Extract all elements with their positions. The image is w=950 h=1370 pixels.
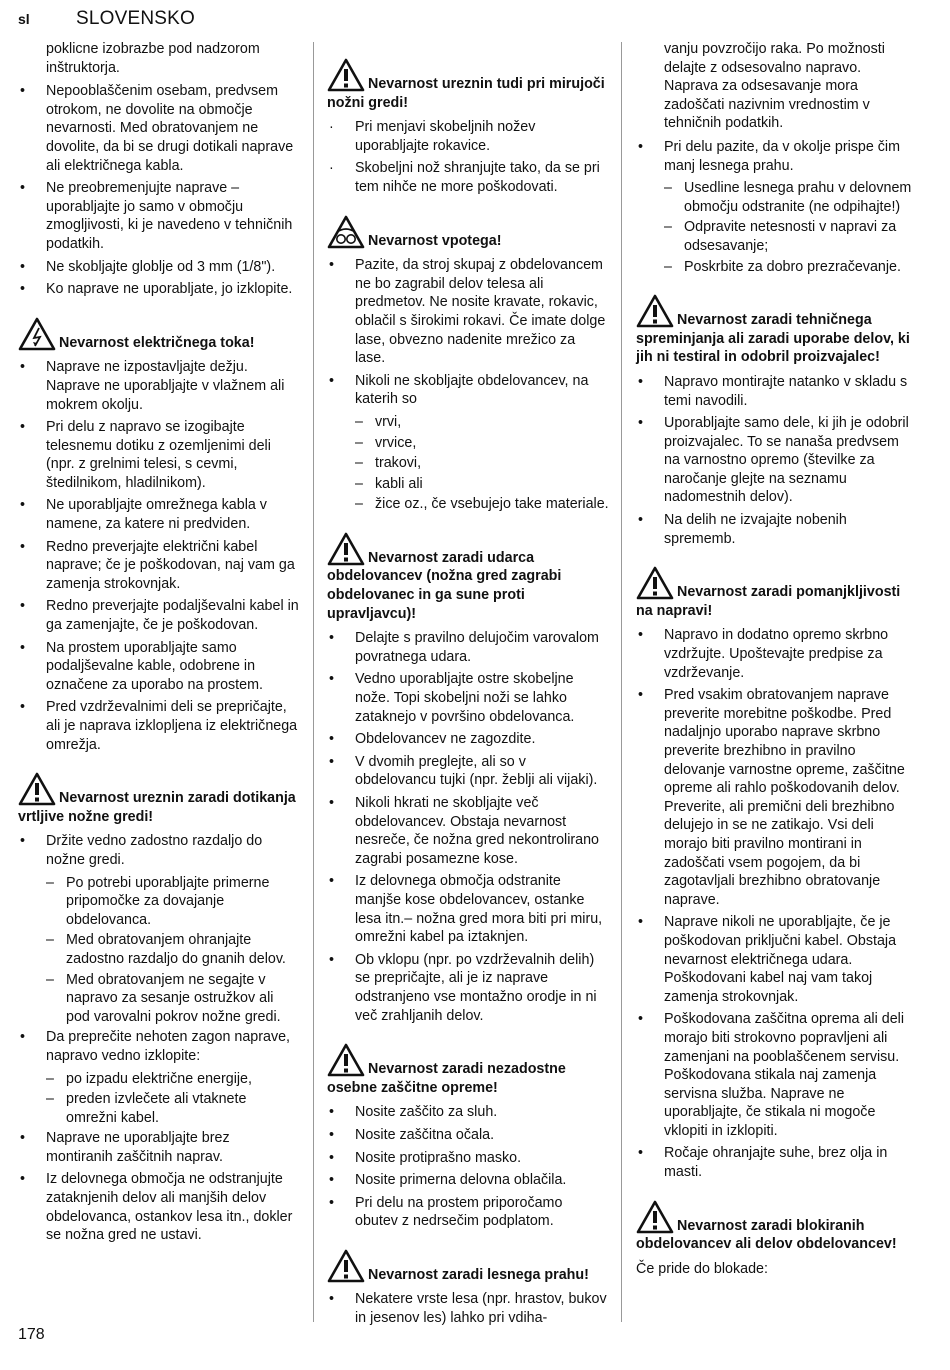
bullet-item [18, 639, 300, 695]
bullet-item [18, 82, 300, 175]
text-column-3 [636, 40, 916, 1283]
warning-triangle-icon [327, 550, 368, 566]
sub-item [327, 495, 609, 514]
bullet-item [636, 1144, 916, 1181]
language-code: sl [18, 11, 30, 27]
column-divider [313, 42, 314, 1322]
bullet-item [18, 538, 300, 594]
bullet-marker: • [638, 415, 644, 432]
sub-item-text: Poskrbite za dobro prezračevanje. [684, 258, 901, 275]
dash-marker: – [355, 496, 363, 513]
warning-heading-text: Nevarnost zaradi tehničnega spreminjanja ali zaradi uporabe delov, ki jih ni testiral in odobril proizvajalec! [636, 312, 910, 366]
paragraph-text: Če pride do blokade: [636, 1260, 768, 1277]
sub-item-text: Med obratovanjem ohranjajte zadostno razdaljo do gnanih delov. [66, 932, 286, 967]
warning-heading [327, 215, 609, 251]
warning-heading [327, 58, 609, 112]
bullet-item [327, 159, 609, 196]
bullet-item [636, 414, 916, 507]
sub-item-text: vrvice, [375, 434, 417, 451]
bullet-text: Pazite, da stroj skupaj z obdelovancem ne bo zagrabil delov telesa ali predmetov. Ne nosite kravate, rokavic, oblačil s širokimi rokavi. Če imate dolge lase, obvezno nadenite mrežico za lase. [355, 257, 606, 367]
sub-item [636, 218, 916, 255]
bullet-item [18, 832, 300, 869]
bullet-item [636, 913, 916, 1006]
warning-triangle-icon [327, 1267, 368, 1283]
bullet-item [327, 118, 609, 155]
warning-heading [18, 317, 300, 353]
bullet-text: Nosite primerna delovna oblačila. [355, 1172, 567, 1189]
dash-marker: – [46, 1070, 54, 1087]
sub-item-text: vrvi, [375, 413, 402, 430]
bullet-marker: • [329, 1291, 335, 1308]
bullet-item [327, 794, 609, 868]
warning-heading [327, 532, 609, 623]
paragraph-text: vanju povzročijo raka. Po možnosti delajte z odsesovalno napravo. Naprava za odsesavanje mora zadoščati nazivnim vrednostim v tehničnih podatkih. [664, 41, 885, 132]
bullet-item [636, 138, 916, 175]
warning-heading-text: Nevarnost zaradi blokiranih obdelovancev ali delov obdelovancev! [636, 1217, 897, 1253]
dash-marker: – [664, 258, 672, 275]
bullet-item [636, 1010, 916, 1140]
sub-item-text: Odpravite netesnosti v napravi za odsesavanje; [684, 219, 897, 254]
dash-marker: – [46, 874, 54, 891]
sub-item-text: kabli ali [375, 475, 423, 492]
sub-item [18, 931, 300, 968]
bullet-text: Nikoli hkrati ne skobljajte več obdelovancev. Obstaja nevarnost nesreče, če nožna gred nekontrolirano zagrabi posamezne kose. [355, 795, 599, 867]
warning-triangle-icon [636, 1218, 677, 1234]
bullet-text: Vedno uporabljajte ostre skobeljne nože. Topi skobeljni noži se lahko zataknejo v površino obdelovanca. [355, 671, 575, 725]
bullet-text: Naprave ne uporabljajte brez montiranih zaščitnih naprav. [46, 1130, 230, 1165]
bullet-text: Obdelovancev ne zagozdite. [355, 731, 536, 748]
bullet-marker: • [20, 1171, 26, 1188]
bullet-item [327, 256, 609, 368]
warning-triangle-icon [636, 584, 677, 600]
bullet-item [18, 698, 300, 754]
warning-heading-text: Nevarnost električnega toka! [59, 334, 255, 351]
warning-heading-text: Nevarnost ureznin zaradi dotikanja vrtljive nožne gredi! [18, 790, 296, 825]
section-title: SLOVENSKO [76, 8, 196, 29]
entanglement-hazard-icon [327, 233, 368, 249]
bullet-text: Pri menjavi skobeljnih nožev uporabljajte rokavice. [355, 119, 536, 154]
dash-marker: – [355, 475, 363, 492]
sub-item [18, 1090, 300, 1127]
bullet-text: Delajte s pravilno delujočim varovalom povratnega udara. [355, 630, 599, 665]
bullet-text: Nekatere vrste lesa (npr. hrastov, bukov in jesenov les) lahko pri vdiha- [355, 1291, 607, 1327]
sub-item [18, 971, 300, 1027]
text-column-1 [18, 40, 300, 1249]
bullet-text: Pred vsakim obratovanjem naprave preverite morebitne poškodbe. Pred nadaljnjo uporabo naprave skrbno preverite brezhibno in pravilno delovanje varnostne opreme, zaščitne opreme ali rahlo poškodovanih delov. Preverite, ali premični deli brezhibno delujejo in se ne zatikajo. Vsi deli morajo biti pravilno montirani in zadoščati vsem pogojem, da bi zagotavljali brezhibno obratovanje naprave. [664, 687, 905, 908]
bullet-marker: • [638, 138, 644, 155]
bullet-item [18, 597, 300, 634]
sub-item [636, 179, 916, 216]
bullet-text: Napravo in dodatno opremo skrbno vzdržujte. Upoštevajte predpise za vzdrževanje. [664, 627, 889, 681]
bullet-item [327, 753, 609, 790]
bullet-marker: • [20, 833, 26, 850]
warning-heading [636, 1200, 916, 1254]
bullet-item [327, 1126, 609, 1145]
bullet-text: Nosite protiprašno masko. [355, 1149, 522, 1166]
bullet-marker: • [638, 512, 644, 529]
paragraph-text: poklicne izobrazbe pod nadzorom inštruktorja. [46, 41, 260, 76]
warning-heading [327, 1249, 609, 1285]
bullet-item [327, 951, 609, 1025]
bullet-marker: • [20, 538, 26, 555]
warning-heading-text: Nevarnost ureznin tudi pri mirujoči nožni gredi! [327, 76, 605, 111]
bullet-text: Pred vzdrževalnimi deli se prepričajte, ali je naprava izklopljena iz električnega omrežja. [46, 699, 298, 753]
bullet-item [18, 1129, 300, 1166]
page-number: 178 [18, 1326, 45, 1343]
bullet-text: Držite vedno zadostno razdaljo do nožne gredi. [46, 833, 263, 868]
bullet-marker: • [20, 699, 26, 716]
bullet-item [327, 1149, 609, 1168]
bullet-marker: • [329, 1172, 335, 1189]
continued-text [18, 40, 300, 77]
warning-heading [636, 294, 916, 367]
bullet-marker: • [20, 83, 26, 100]
bullet-text: Ob vklopu (npr. po vzdrževalnih delih) se prepričajte, ali je iz naprave odstranjeno vse montažno orodje in ni več zrahljanih delov. [355, 951, 597, 1024]
bullet-marker: • [329, 671, 335, 688]
sub-item-text: trakovi, [375, 455, 422, 472]
text-column-2 [327, 40, 609, 1332]
bullet-text: Redno preverjajte električni kabel naprave; če je poškodovan, naj vam ga zamenja strokovnjak. [46, 538, 295, 592]
bullet-text: Pri delu z napravo se izogibajte telesnemu dotiku z ozemljenimi deli (npr. z grelnimi telesi, s cevmi, štedilnikom, hladilnikom). [46, 419, 271, 491]
sub-item [327, 475, 609, 494]
bullet-item [18, 1170, 300, 1244]
bullet-item [636, 511, 916, 548]
dash-marker: – [664, 180, 672, 197]
sub-item [327, 454, 609, 473]
sub-item [636, 258, 916, 277]
warning-triangle-icon [18, 790, 59, 806]
bullet-text: Naprave nikoli ne uporabljajte, če je poškodovan priključni kabel. Obstaja nevarnost električnega udara. Poškodovani kabel naj vam takoj zamenja strokovnjak. [664, 914, 897, 1005]
sub-item-text: Usedline lesnega prahu v delovnem območju odstranite (ne odpihajte!) [684, 180, 912, 215]
bullet-marker: • [20, 180, 26, 197]
bullet-marker: • [329, 1126, 335, 1143]
bullet-text: Iz delovnega območja ne odstranjujte zataknjenih delov ali manjših delov obdelovanca, ostankov lesa itn., dokler se nožna gred ne ustavi. [46, 1171, 293, 1244]
bullet-item [327, 1103, 609, 1122]
continued-text [636, 40, 916, 133]
dash-marker: – [46, 1091, 54, 1108]
paragraph [636, 1260, 916, 1279]
bullet-item [636, 626, 916, 682]
bullet-item [18, 258, 300, 277]
bullet-marker: • [20, 497, 26, 514]
bullet-text: Pri delu na prostem priporočamo obutev z nedrsečim podplatom. [355, 1194, 563, 1230]
warning-heading-text: Nevarnost zaradi udarca obdelovancev (nožna gred zagrabi obdelovanec in ga sune proti upravljavcu)! [327, 549, 562, 622]
bullet-marker: • [20, 1029, 26, 1046]
bullet-marker: • [329, 753, 335, 770]
bullet-text: V dvomih preglejte, ali so v obdelovancu tujki (npr. žeblji ali vijaki). [355, 753, 598, 789]
dash-marker: – [355, 455, 363, 472]
bullet-marker: · [329, 119, 334, 136]
warning-heading [636, 566, 916, 620]
electric-hazard-icon [18, 335, 59, 351]
bullet-item [327, 1194, 609, 1231]
bullet-item [636, 686, 916, 909]
bullet-text: Poškodovana zaščitna oprema ali deli morajo biti strokovno popravljeni ali zamenjani na pooblaščenem servisu. Poškodovana stikala naj zamenja servisna služba. Naprave ne uporabljajte, če stikala ni mogoče vklopiti in izklopiti. [664, 1011, 905, 1139]
bullet-item [327, 730, 609, 749]
warning-heading [18, 772, 300, 826]
bullet-text: Iz delovnega območja odstranite manjše kose obdelovancev, ostanke lesa itn.– nožna gred mora biti pri miru, omrežni kabel pa iztaknjen. [355, 873, 603, 946]
sub-item-text: žice oz., če vsebujejo take materiale. [375, 496, 609, 513]
bullet-marker: • [329, 873, 335, 890]
bullet-marker: • [638, 373, 644, 390]
bullet-item [327, 1290, 609, 1327]
bullet-marker: • [20, 281, 26, 298]
sub-item-text: Po potrebi uporabljajte primerne pripomočke za dovajanje obdelovanca. [66, 874, 270, 928]
bullet-marker: • [20, 419, 26, 436]
bullet-marker: • [329, 795, 335, 811]
bullet-marker: • [20, 598, 26, 615]
sub-item-text: preden izvlečete ali vtaknete omrežni kabel. [66, 1091, 247, 1126]
bullet-item [636, 373, 916, 410]
dash-marker: – [46, 971, 54, 988]
sub-item-text: Med obratovanjem ne segajte v napravo za sesanje ostružkov ali pod varovalni pokrov nožne gredi. [66, 971, 281, 1025]
bullet-item [18, 179, 300, 253]
warning-triangle-icon [636, 312, 677, 328]
bullet-marker: • [638, 914, 644, 931]
bullet-text: Na delih ne izvajajte nobenih sprememb. [664, 512, 847, 547]
warning-triangle-icon [327, 1061, 368, 1077]
bullet-text: Uporabljajte samo dele, ki jih je odobril proizvajalec. To se nanaša predvsem na varnostno opremo (številke za naročanje glejte na seznamu nadomestnih delov). [664, 415, 909, 506]
bullet-marker: • [329, 1149, 335, 1166]
sub-item-text: po izpadu električne energije, [66, 1070, 252, 1087]
bullet-text: Nosite zaščito za sluh. [355, 1104, 498, 1121]
dash-marker: – [355, 413, 363, 430]
bullet-text: Ne uporabljajte omrežnega kabla v namene, za katere ni predviden. [46, 497, 267, 533]
dash-marker: – [664, 219, 672, 236]
bullet-item [18, 280, 300, 299]
bullet-item [327, 670, 609, 726]
bullet-marker: • [20, 359, 26, 376]
dash-marker: – [46, 932, 54, 949]
bullet-marker: • [638, 1145, 644, 1162]
warning-heading-text: Nevarnost zaradi lesnega prahu! [368, 1266, 589, 1283]
bullet-marker: • [329, 257, 335, 274]
bullet-text: Ko naprave ne uporabljate, jo izklopite. [46, 281, 293, 298]
sub-item [327, 413, 609, 432]
bullet-text: Da preprečite nehoten zagon naprave, napravo vedno izklopite: [46, 1029, 291, 1064]
bullet-marker: · [329, 160, 334, 177]
bullet-marker: • [638, 627, 644, 644]
bullet-text: Ročaje ohranjajte suhe, brez olja in masti. [664, 1145, 888, 1181]
warning-heading-text: Nevarnost zaradi pomanjkljivosti na napravi! [636, 584, 901, 619]
sub-item [18, 874, 300, 930]
bullet-text: Naprave ne izpostavljajte dežju. Naprave ne uporabljajte v vlažnem ali mokrem okolju. [46, 359, 285, 413]
bullet-marker: • [329, 1104, 335, 1121]
bullet-marker: • [638, 687, 644, 704]
bullet-marker: • [20, 258, 26, 275]
bullet-text: Na prostem uporabljajte samo podaljševalne kable, odobrene in označene za uporabo na prostem. [46, 639, 263, 693]
bullet-text: Pri delu pazite, da v okolje prispe čim manj lesnega prahu. [664, 138, 901, 174]
bullet-text: Nosite zaščitna očala. [355, 1126, 495, 1143]
bullet-item [18, 358, 300, 414]
warning-heading [327, 1043, 609, 1097]
dash-marker: – [355, 434, 363, 451]
warning-triangle-icon [327, 76, 368, 92]
bullet-marker: • [638, 1011, 644, 1028]
bullet-item [327, 372, 609, 409]
bullet-item [327, 1171, 609, 1190]
bullet-item [18, 1028, 300, 1065]
bullet-text: Napravo montirajte natanko v skladu s temi navodili. [664, 373, 908, 409]
bullet-text: Ne preobremenjujte naprave – uporabljajte jo samo v območju zmogljivosti, ki je navedeno v tehničnih podatkih. [46, 180, 293, 252]
bullet-marker: • [329, 372, 335, 389]
bullet-marker: • [329, 951, 335, 968]
bullet-text: Redno preverjajte podaljševalni kabel in ga zamenjajte, če je poškodovan. [46, 598, 299, 634]
sub-item [327, 434, 609, 453]
bullet-item [18, 496, 300, 533]
warning-heading-text: Nevarnost zaradi nezadostne osebne zaščitne opreme! [327, 1061, 566, 1096]
bullet-text: Nepooblaščenim osebam, predvsem otrokom, ne dovolite na območje nevarnosti. Med obratovanjem ne dovolite, da bi se drugi dotikali naprave ali električnega kabla. [46, 83, 294, 174]
bullet-text: Nikoli ne skobljajte obdelovancev, na katerih so [355, 372, 589, 408]
bullet-marker: • [329, 1194, 335, 1211]
column-divider [621, 42, 622, 1322]
bullet-marker: • [20, 639, 26, 656]
bullet-item [327, 872, 609, 946]
bullet-marker: • [20, 1130, 26, 1147]
warning-heading-text: Nevarnost vpotega! [368, 232, 502, 249]
sub-item [18, 1070, 300, 1089]
bullet-text: Skobeljni nož shranjujte tako, da se pri tem nihče ne more poškodovati. [355, 160, 600, 195]
bullet-item [18, 418, 300, 492]
bullet-marker: • [329, 630, 335, 647]
bullet-item [327, 629, 609, 666]
bullet-marker: • [329, 731, 335, 748]
bullet-text: Ne skobljajte globlje od 3 mm (1/8"). [46, 258, 276, 275]
